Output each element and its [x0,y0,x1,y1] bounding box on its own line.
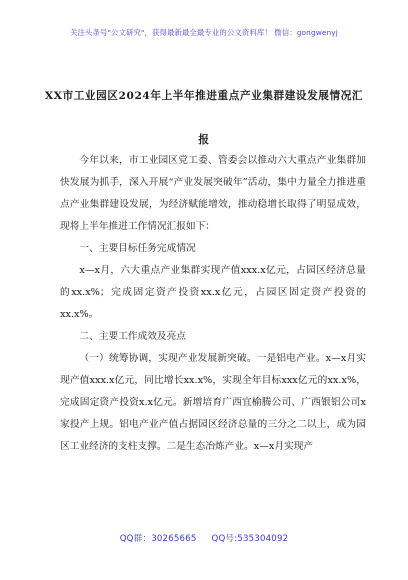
section-heading-1: 一、主要目标任务完成情况 [79,243,196,254]
footer-qq-group: QQ群：30265665 [119,534,197,544]
paragraph-targets: x—x月，六大重点产业集群实现产值xxx.x亿元，占园区经济总量的xx.x%；完成固定资产投资xx.x亿元，占园区固定资产投资的xx.x%。 [60,265,366,320]
section-heading-2: 二、主要工作成效及亮点 [79,331,186,342]
paragraph-intro: 今年以来，市工业园区党工委、管委会以推动六大重点产业集群加快发展为抓手，深入开展“产业发展突破年”活动，集中力量全力推进重点产业集群建设发展，为经济赋能增效，推动稳增长取得了明显成效，现将上半年推进工作情况汇报如下： [60,155,366,232]
footer-contact [0,532,408,544]
document-title: XX市工业园区2024年上半年推进重点产业集群建设发展情况汇报 [44,90,364,146]
header-promo-note: 关注头条号"公文研究"，获得最新最全最专业的公文资料库！ 微信：gongwenyj [70,28,338,37]
document-body [60,150,366,458]
footer-qq-number: QQ号:535304092 [211,534,289,544]
paragraph-achievements: （一）统筹协调，实现产业发展新突破。一是铝电产业。x—x月实现产值xxx.x亿元，同比增长xx.x%，实现全年目标xxx亿元的xx.x%，完成固定资产投资x.x亿元。新增培育广西宜榆腾公司、广西银铝公司x家投产上规。铝电产业产值占据园区经济总量的三分之二以上，成为园区工业经济的支柱支撑。二是生态冶炼产业。x—x月实现产 [60,353,366,452]
